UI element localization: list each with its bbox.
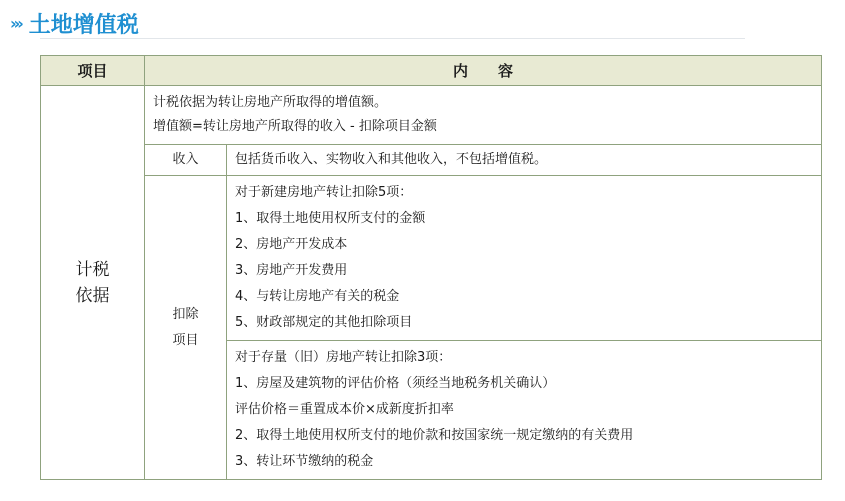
basis-cell	[145, 86, 822, 145]
header-content-label: 内容	[453, 62, 544, 80]
deduction-old-line-2: 1、房屋及建筑物的评估价格（须经当地税务机关确认）	[235, 376, 556, 391]
deduction-new-line-3: 2、房地产开发成本	[235, 237, 348, 252]
chevron-right-icon: ›››	[10, 13, 21, 33]
table-row-deduction-new	[41, 176, 822, 341]
deduction-new-cell	[227, 176, 822, 341]
basis-line-1: 计税依据为转让房地产所取得的增值额。	[153, 95, 388, 110]
title-divider	[40, 38, 745, 39]
deduction-new-text	[227, 176, 821, 340]
income-cell	[227, 145, 822, 176]
deduction-new-line-6: 5、财政部规定的其他扣除项目	[235, 315, 413, 330]
deduction-label-line-1: 扣除	[172, 306, 199, 322]
deduction-old-line-1: 对于存量（旧）房地产转让扣除3项：	[235, 350, 452, 365]
deduction-old-line-3: 评估价格＝重置成本价×成新度折扣率	[235, 402, 454, 417]
table-row-income	[41, 145, 822, 176]
deduction-old-line-4: 2、取得土地使用权所支付的地价款和按国家统一规定缴纳的有关费用	[235, 428, 634, 443]
deduction-new-line-1: 对于新建房地产转让扣除5项：	[235, 185, 413, 200]
row-label-basis	[41, 86, 145, 480]
tax-table	[40, 55, 822, 480]
deduction-label-line-2: 项目	[172, 332, 199, 348]
row-label-line-1: 计税	[75, 259, 110, 280]
table-row-basis	[41, 86, 822, 145]
income-label: 收入	[145, 145, 227, 176]
deduction-old-cell	[227, 341, 822, 480]
deduction-new-line-5: 4、与转让房地产有关的税金	[235, 289, 400, 304]
slide-title-bar	[10, 6, 745, 40]
basis-text	[145, 89, 821, 141]
deduction-label	[145, 176, 227, 480]
header-content	[145, 56, 822, 86]
deduction-old-line-5: 3、转让环节缴纳的税金	[235, 454, 374, 469]
row-label-line-2: 依据	[75, 285, 110, 306]
table-header-row	[41, 56, 822, 86]
deduction-new-line-4: 3、房地产开发费用	[235, 263, 348, 278]
basis-line-2: 增值额=转让房地产所取得的收入 - 扣除项目金额	[153, 119, 437, 134]
deduction-old-text	[227, 341, 821, 479]
income-text: 包括货币收入、实物收入和其他收入，不包括增值税。	[235, 152, 548, 167]
page-title: 土地增值税	[28, 12, 139, 38]
header-item: 项目	[41, 56, 145, 86]
deduction-new-line-2: 1、取得土地使用权所支付的金额	[235, 211, 426, 226]
